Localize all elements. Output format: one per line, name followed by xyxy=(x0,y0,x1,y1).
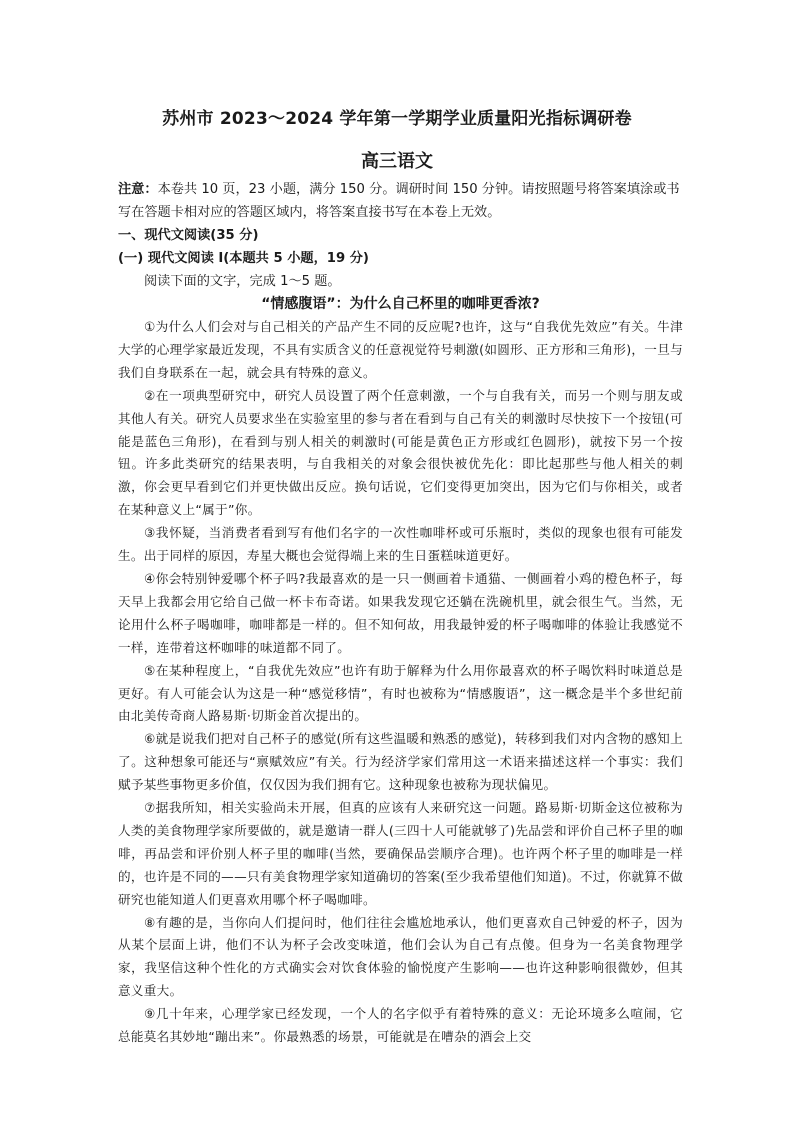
article-paragraph-4: ④你会特别钟爱哪个杯子吗?我最喜欢的是一只一侧画着卡通猫、一侧画着小鸡的橙色杯子，每天早上我都会用它给自己做一杯卡布奇诺。如果我发现它还躺在洗碗机里，就会很生气。当然，无论用什么杯子喝咖啡，咖啡都是一样的。但不知何故，用我最钟爱的杯子喝咖啡的体验让我感觉不一样，连带着这杯咖啡的味道都不同了。 xyxy=(118,570,683,655)
article-paragraph-7: ⑦据我所知，相关实验尚未开展，但真的应该有人来研究这一问题。路易斯·切斯金这位被称为人类的美食物理学家所要做的，就是邀请一群人(三四十人可能就够了)先品尝和评价自己杯子里的咖啡，再品尝和评价别人杯子里的咖啡(当然，要确保品尝顺序合理)。也许两个杯子里的咖啡是一样的，也许是不同的——只有美食物理学家知道确切的答案(至少我希望他们知道)。不过，你就算不做研究也能知道人们更喜欢用哪个杯子喝咖啡。 xyxy=(118,800,683,907)
exam-subject: 高三语文 xyxy=(361,151,433,172)
article-paragraph-8: ⑧有趣的是，当你向人们提问时，他们往往会尴尬地承认，他们更喜欢自己钟爱的杯子，因为从某个层面上讲，他们不认为杯子会改变味道，他们会认为自己有点傻。但身为一名美食物理学家，我坚信这种个性化的方式确实会对饮食体验的愉悦度产生影响——也许这种影响很微妙，但其意义重大。 xyxy=(118,914,683,999)
article-paragraph-9: ⑨几十年来，心理学家已经发现，一个人的名字似乎有着特殊的意义：无论环境多么喧闹，它总能莫名其妙地“蹦出来”。你最熟悉的场景，可能就是在嘈杂的酒会上交 xyxy=(118,1006,683,1045)
notice-label: 注意： xyxy=(118,182,158,197)
article-paragraph-5: ⑤在某种程度上，“自我优先效应”也许有助于解释为什么用你最喜欢的杯子喝饮料时味道总是更好。有人可能会认为这是一种“感觉移情”，有时也被称为“情感腹语”，这一概念是半个多世纪前由北美传奇商人路易斯·切斯金首次提出的。 xyxy=(118,662,683,724)
article-paragraph-6: ⑥就是说我们把对自己杯子的感觉(所有这些温暖和熟悉的感觉)，转移到我们对内含物的感知上了。这种想象可能还与“禀赋效应”有关。行为经济学家们常用这一术语来描述这样一个事实：我们赋予某些事物更多价值，仅仅因为我们拥有它。这种现象也被称为现状偏见。 xyxy=(118,731,683,793)
notice-text: 本卷共 10 页，23 小题，满分 150 分。调研时间 150 分钟。请按照题号将答案填涂或书写在答题卡相对应的答题区域内，将答案直接书写在本卷上无效。 xyxy=(118,182,680,220)
article-paragraph-1: ①为什么人们会对与自己相关的产品产生不同的反应呢?也许，这与“自我优先效应”有关。牛津大学的心理学家最近发现，不具有实质含义的任意视觉符号刺激(如圆形、正方形和三角形)，一旦与我们自身联系在一起，就会具有特殊的意义。 xyxy=(118,319,683,380)
article-title: “情感腹语”：为什么自己杯里的咖啡更香浓? xyxy=(261,296,540,312)
reading-instruction: 阅读下面的文字，完成 1～5 题。 xyxy=(144,274,341,289)
section-heading: 一、现代文阅读(35 分) xyxy=(118,228,259,243)
article-paragraph-3: ③我怀疑，当消费者看到写有他们名字的一次性咖啡杯或可乐瓶时，类似的现象也很有可能发生。出于同样的原因，寿星大概也会觉得端上来的生日蛋糕味道更好。 xyxy=(118,525,683,564)
notice-block xyxy=(118,178,683,1049)
exam-title: 苏州市 2023～2024 学年第一学期学业质量阳光指标调研卷 xyxy=(162,109,632,129)
subsection-heading: (一) 现代文阅读 Ⅰ(本题共 5 小题，19 分) xyxy=(118,251,369,266)
article-paragraph-2: ②在一项典型研究中，研究人员设置了两个任意刺激，一个与自我有关，而另一个则与朋友或其他人有关。研究人员要求坐在实验室里的参与者在看到与自己有关的刺激时尽快按下一个按钮(可能是蓝色三角形)，在看到与别人相关的刺激时(可能是黄色正方形或红色圆形)，就按下另一个按钮。许多此类研究的结果表明，与自我相关的对象会很快被优先化：即比起那些与他人相关的刺激，你会更早看到它们并更快做出反应。换句话说，它们变得更加突出，因为它们与你相关，或者在某种意义上“属于”你。 xyxy=(118,387,683,518)
